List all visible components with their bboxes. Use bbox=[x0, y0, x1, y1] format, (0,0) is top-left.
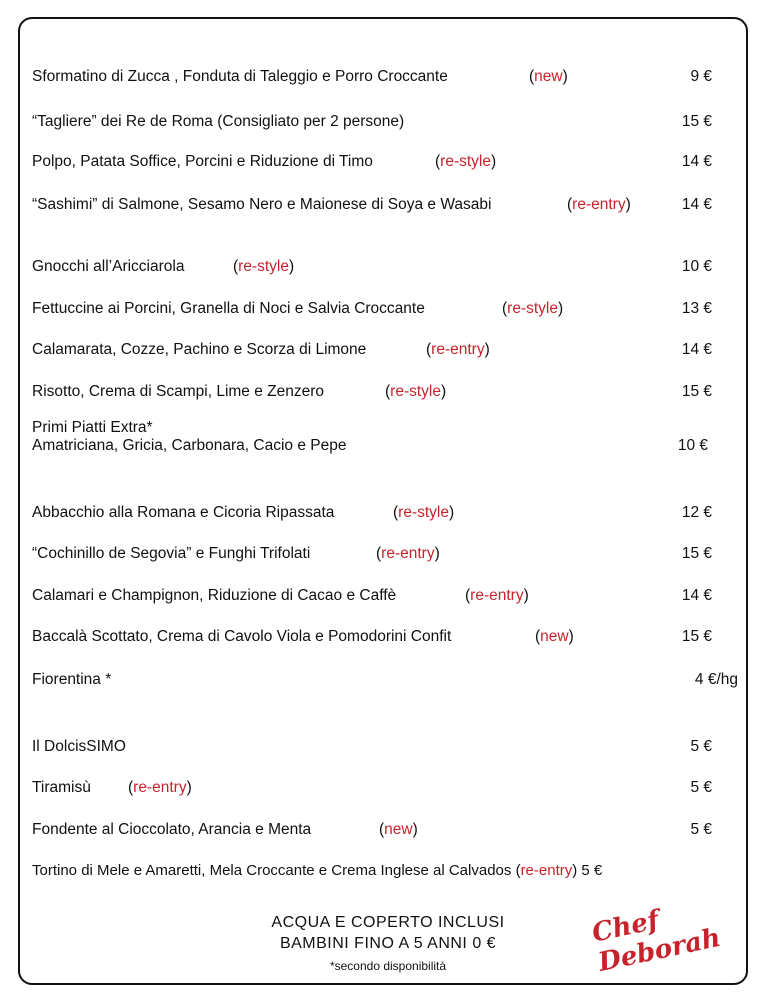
dish-price: 9 € bbox=[690, 68, 712, 85]
dish-name: “Tagliere” dei Re de Roma (Consigliato per 2 persone) bbox=[32, 113, 405, 130]
dish-name: Sformatino di Zucca , Fonduta di Taleggio e Porro Croccante bbox=[32, 68, 448, 85]
dish-tag: (re-style) bbox=[385, 383, 447, 400]
dish-tag: (re-entry) bbox=[426, 341, 490, 358]
menu-item bbox=[32, 196, 712, 214]
dish-price: 12 € bbox=[681, 504, 712, 521]
dish-tag: (re-style) bbox=[435, 153, 497, 170]
dish-price: 15 € bbox=[681, 545, 712, 562]
dish-price: 5 € bbox=[581, 862, 603, 879]
dish-price: 4 €/hg bbox=[694, 671, 738, 688]
dish-price: 13 € bbox=[681, 300, 712, 317]
dish-name: “Cochinillo de Segovia” e Funghi Trifolati bbox=[32, 545, 311, 562]
footer-line-2: BAMBINI FINO A 5 ANNI 0 € bbox=[279, 935, 497, 952]
dish-price: 14 € bbox=[681, 196, 712, 213]
dish-tag: (re-style) bbox=[502, 300, 564, 317]
dish-name: Polpo, Patata Soffice, Porcini e Riduzione di Timo bbox=[32, 153, 373, 170]
menu-item bbox=[32, 779, 712, 797]
menu-item bbox=[32, 300, 712, 318]
menu-item bbox=[32, 437, 712, 455]
dish-tag: (re-entry) bbox=[465, 587, 529, 604]
dish-tag: (re-entry) bbox=[515, 862, 578, 879]
dish-price: 5 € bbox=[690, 821, 712, 838]
dish-name: Il DolcisSIMO bbox=[32, 738, 126, 755]
menu-item bbox=[32, 383, 712, 401]
dish-price: 5 € bbox=[690, 779, 712, 796]
chef-signature: Chef Deborah bbox=[589, 905, 724, 978]
dish-tag: (new) bbox=[535, 628, 574, 645]
dish-tag: (re-style) bbox=[393, 504, 455, 521]
dish-price: 14 € bbox=[681, 341, 712, 358]
dish-price: 15 € bbox=[681, 383, 712, 400]
menu-item bbox=[32, 68, 712, 86]
menu-item bbox=[32, 628, 712, 646]
dish-tag: (re-entry) bbox=[567, 196, 631, 213]
dish-price: 15 € bbox=[681, 113, 712, 130]
extra-title: Primi Piatti Extra* bbox=[32, 419, 153, 436]
menu-item bbox=[32, 113, 712, 131]
dish-tag: (new) bbox=[529, 68, 568, 85]
footer-line-1: ACQUA E COPERTO INCLUSI bbox=[271, 914, 505, 931]
dish-tag: (re-entry) bbox=[128, 779, 192, 796]
menu-item bbox=[32, 504, 712, 522]
dish-price: 15 € bbox=[681, 628, 712, 645]
dish-name: “Sashimi” di Salmone, Sesamo Nero e Maionese di Soya e Wasabi bbox=[32, 196, 492, 213]
menu-item bbox=[32, 258, 712, 276]
menu-item bbox=[32, 341, 712, 359]
menu-item bbox=[32, 671, 738, 689]
dish-price: 14 € bbox=[681, 587, 712, 604]
menu-item bbox=[32, 545, 712, 563]
dish-name: Gnocchi all’Aricciarola bbox=[32, 258, 185, 275]
dish-price: 14 € bbox=[681, 153, 712, 170]
dish-name: Calamarata, Cozze, Pachino e Scorza di Limone bbox=[32, 341, 367, 358]
menu-item bbox=[32, 738, 712, 756]
dish-name: Tortino di Mele e Amaretti, Mela Croccante e Crema Inglese al Calvados bbox=[32, 862, 512, 879]
dish-price: 10 € bbox=[681, 258, 712, 275]
dish-name: Abbacchio alla Romana e Cicoria Ripassata bbox=[32, 504, 335, 521]
dish-name: Fiorentina * bbox=[32, 671, 112, 688]
dish-name: Fettuccine ai Porcini, Granella di Noci e Salvia Croccante bbox=[32, 300, 425, 317]
menu-item bbox=[32, 862, 602, 880]
footer-note: *secondo disponibilità bbox=[329, 959, 447, 973]
menu-item bbox=[32, 587, 712, 605]
dish-name: Calamari e Champignon, Riduzione di Cacao e Caffè bbox=[32, 587, 397, 604]
menu-item bbox=[32, 153, 712, 171]
dish-price: 10 € bbox=[677, 437, 708, 454]
dish-name: Fondente al Cioccolato, Arancia e Menta bbox=[32, 821, 312, 838]
menu-item bbox=[32, 821, 712, 839]
dish-name: Risotto, Crema di Scampi, Lime e Zenzero bbox=[32, 383, 325, 400]
dish-tag: (re-entry) bbox=[376, 545, 440, 562]
dish-price: 5 € bbox=[690, 738, 712, 755]
dish-name: Tiramisù bbox=[32, 779, 91, 796]
dish-name: Amatriciana, Gricia, Carbonara, Cacio e Pepe bbox=[32, 437, 347, 454]
dish-tag: (re-style) bbox=[233, 258, 295, 275]
dish-name: Baccalà Scottato, Crema di Cavolo Viola e Pomodorini Confit bbox=[32, 628, 452, 645]
dish-tag: (new) bbox=[379, 821, 418, 838]
